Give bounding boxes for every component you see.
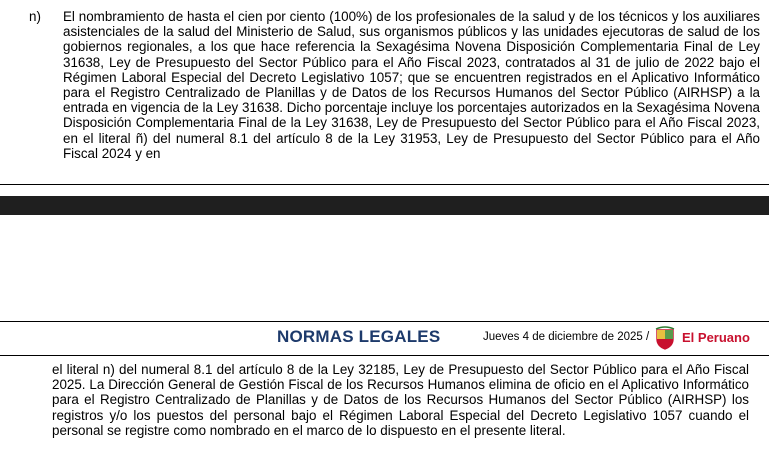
header-top-rule <box>0 321 769 322</box>
paragraph-text: El nombramiento de hasta el cien por ciento (100%) de los profesionales de la salud y de los técnicos y los auxiliares asistenciales de la salud del Ministerio de Salud, sus organismos públicos y las unidades ejecutoras de salud de los gobiernos regionales, a los que hace referencia la Sexagésima Novena Disposición Complementaria Final de Ley 31638, Ley de Presupuesto del Sector Público para el Año Fiscal 2023, contratados al 31 de julio de 2022 bajo el Régimen Laboral Especial del Decreto Legislativo 1057; que se encuentren registrados en el Aplicativo Informático para el Registro Centralizado de Planillas y de Datos de los Recursos Humanos del Sector Público (AIRHSP) a la entrada en vigencia de la Ley 31638. Dicho porcentaje incluye los porcentajes autorizados en la Sexagésima Novena Disposición Complementaria Final de la Ley 31638, Ley de Presupuesto del Sector Público para el Año Fiscal 2023, en el literal ñ) del numeral 8.1 del artículo 8 de la Ley 31953, Ley de Presupuesto del Sector Público para el Año Fiscal 2024 y en <box>63 9 760 161</box>
page-separator-band <box>0 196 769 215</box>
page-bottom-rule <box>0 184 769 185</box>
list-marker: n) <box>29 9 41 24</box>
page-header <box>0 321 769 357</box>
publication-title: NORMAS LEGALES <box>277 327 441 346</box>
coat-of-arms-icon <box>654 326 676 350</box>
publisher-logo: El Peruano <box>682 330 750 345</box>
publication-date: Jueves 4 de diciembre de 2025 / <box>483 331 650 343</box>
continuation-paragraph: el literal n) del numeral 8.1 del artículo 8 de la Ley 32185, Ley de Presupuesto del Sector Público para el Año Fiscal 2025. La Dirección General de Gestión Fiscal de los Recursos Humanos elimina de oficio en el Aplicativo Informático para el Registro Centralizado de Planillas y de Datos de los Recursos Humanos del Sector Público (AIRHSP) los registros y/o los puestos del personal bajo el Régimen Laboral Especial del Decreto Legislativo 1057 cuando el personal se registre como nombrado en el marco de lo dispuesto en el presente literal. <box>52 362 749 438</box>
header-bottom-rule <box>0 355 769 356</box>
